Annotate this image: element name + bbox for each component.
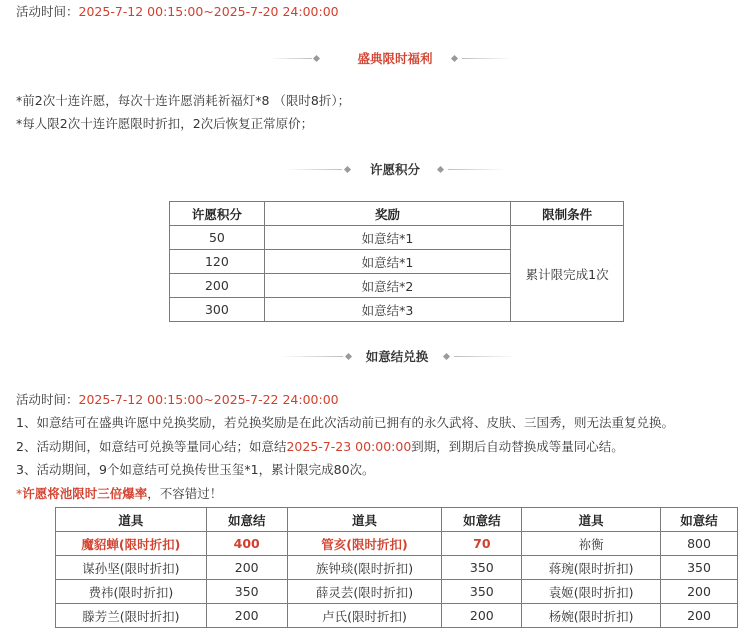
rule-line: *每人限2次十连许愿限时折扣，2次后恢复正常原价； [16,116,314,131]
table-header-row [56,508,738,532]
rule2-date: 2025-7-23 00:00:00 [286,439,412,454]
table-row [56,532,738,556]
exchange-rule-3: 3、活动期间，9个如意结可兑换传世玉玺*1，累计限完成80次。 [16,462,375,477]
divider-title: 如意结兑换 [365,349,429,364]
reward-cell: 如意结*1 [264,250,510,274]
event-time-1-label: 活动时间： [16,4,79,19]
cost-cell: 350 [442,556,522,580]
item-cell: 薛灵芸(限时折扣) [287,580,442,604]
diamond-icon [313,55,320,62]
event-time-2 [16,391,339,409]
header-item: 道具 [56,508,207,532]
rule2-pre: 2、活动期间，如意结可兑换等量同心结；如意结 [16,439,287,454]
triple-rate-note [16,485,222,503]
points-cell: 200 [170,274,265,298]
rule2-post: 到期，到期后自动替换成等量同心结。 [411,439,624,454]
header-item: 道具 [287,508,442,532]
note-post: ，不容错过！ [147,486,223,501]
cost-cell: 350 [661,556,738,580]
table-row [170,226,624,250]
divider-line-left [280,356,343,357]
ruyi-exchange-table [55,507,738,628]
rule-line: *前2次十连许愿，每次十连许愿消耗祈福灯*8 （限时8折）； [16,93,351,108]
table-row [56,580,738,604]
cost-cell: 350 [442,580,522,604]
divider-line-right [462,58,512,59]
event-time-2-label: 活动时间： [16,392,79,407]
divider-title: 许愿积分 [369,162,420,177]
event-time-1-value: 2025-7-12 00:15:00~2025-7-20 24:00:00 [78,4,339,19]
cost-cell: 200 [206,604,287,628]
item-cell: 谋孙坚(限时折扣) [56,556,207,580]
item-cell: 蒋琬(限时折扣) [522,556,661,580]
cost-cell: 400 [206,532,287,556]
divider-line-left [285,169,342,170]
cost-cell: 200 [661,580,738,604]
divider-celebration-benefit [0,50,745,68]
diamond-icon [345,353,352,360]
divider-title: 盛典限时福利 [357,51,433,66]
header-ruyi: 如意结 [442,508,522,532]
points-cell: 300 [170,298,265,322]
cost-cell: 200 [442,604,522,628]
table-header-row [170,202,624,226]
divider-ruyi-exchange [0,348,745,366]
diamond-icon [437,166,444,173]
reward-cell: 如意结*3 [264,298,510,322]
diamond-icon [443,353,450,360]
reward-cell: 如意结*2 [264,274,510,298]
note-star: * [16,486,23,501]
header-points: 许愿积分 [170,202,265,226]
event-time-2-value: 2025-7-12 00:15:00~2025-7-22 24:00:00 [78,392,339,407]
cost-cell: 800 [661,532,738,556]
wish-points-table [169,201,624,322]
header-ruyi: 如意结 [206,508,287,532]
exchange-rule-2 [16,438,624,456]
divider-wish-points [0,161,745,179]
item-cell: 卢氏(限时折扣) [287,604,442,628]
item-cell: 杨婉(限时折扣) [522,604,661,628]
divider-line-right [448,169,505,170]
cost-cell: 200 [661,604,738,628]
table-row [56,556,738,580]
item-cell: 管亥(限时折扣) [287,532,442,556]
cost-cell: 200 [206,556,287,580]
exchange-rule-1: 1、如意结可在盛典许愿中兑换奖励，若兑换奖励是在此次活动前已拥有的永久武将、皮肤、三国秀，则无法重复兑换。 [16,415,674,430]
divider-line-left [270,58,312,59]
reward-cell: 如意结*1 [264,226,510,250]
note-highlight: 许愿将池限时三倍爆率 [22,486,148,501]
item-cell: 魔貂蝉(限时折扣) [56,532,207,556]
points-cell: 120 [170,250,265,274]
event-time-1 [16,3,339,21]
limit-cell: 累计限完成1次 [511,226,624,322]
cost-cell: 70 [442,532,522,556]
header-reward: 奖励 [264,202,510,226]
item-cell: 费祎(限时折扣) [56,580,207,604]
diamond-icon [344,166,351,173]
cost-cell: 350 [206,580,287,604]
header-limit: 限制条件 [511,202,624,226]
header-item: 道具 [522,508,661,532]
table-row [56,604,738,628]
header-ruyi: 如意结 [661,508,738,532]
item-cell: 族钟琰(限时折扣) [287,556,442,580]
item-cell: 袁姬(限时折扣) [522,580,661,604]
divider-line-right [454,356,517,357]
item-cell: 滕芳兰(限时折扣) [56,604,207,628]
points-cell: 50 [170,226,265,250]
item-cell: 祢衡 [522,532,661,556]
